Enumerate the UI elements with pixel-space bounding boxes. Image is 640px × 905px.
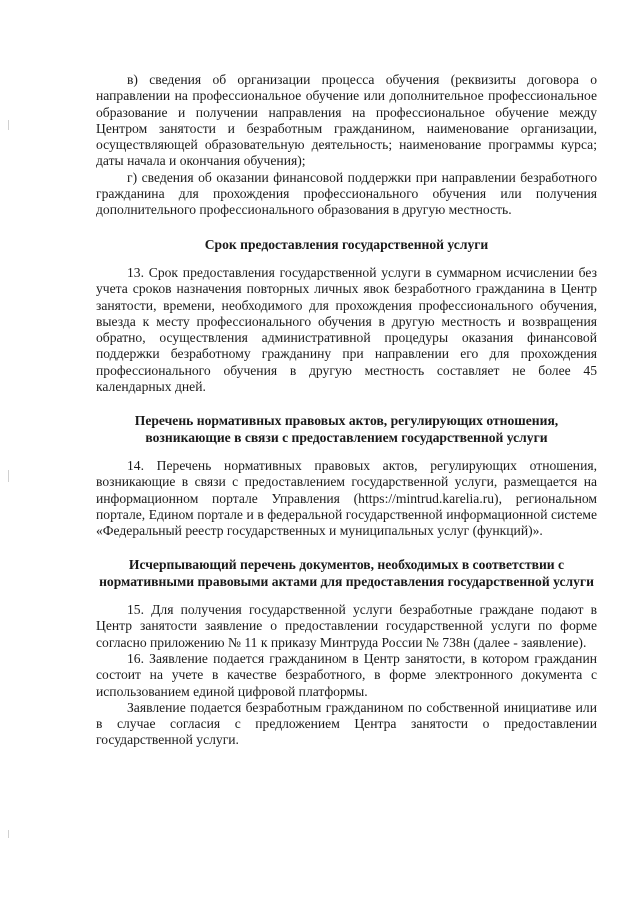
paragraph-14: 14. Перечень нормативных правовых актов, регулирующих отношения, возникающие в связи с предоставлением государственной услуги, размещается на информационном портале Управления (https://mintrud.karelia.ru), региональном портале, Едином портале и в федеральной государственной информационной системе «Федеральный реестр государственных и муниципальных услуг (функций)». — [96, 457, 597, 539]
paragraph-item-v: в) сведения об организации процесса обучения (реквизиты договора о направлении на профессиональное обучение или дополнительное профессиональное образование и получении направления на профессиональное обучение между Центром занятости и безработным гражданином, наименование организации, осуществляющей образовательную деятельность; наименование программы курса; даты начала и окончания обучения); — [96, 72, 597, 169]
paragraph-16: 16. Заявление подается гражданином в Центр занятости, в котором гражданин состоит на учете в качестве безработного, в форме электронного документа с использованием единой цифровой платформы. — [96, 650, 597, 699]
section-heading-term: Срок предоставления государственной услуги — [204, 236, 489, 252]
paragraph-item-g: г) сведения об оказании финансовой поддержки при направлении безработного гражданина для прохождения профессионального обучения или получения дополнительного профессионального образования в другую местность. — [96, 169, 597, 218]
document-body — [96, 72, 597, 749]
paragraph-13: 13. Срок предоставления государственной услуги в суммарном исчислении без учета сроков назначения повторных личных явок безработного гражданина в Центр занятости, времени, необходимого для прохождения профессионального обучения, выезда к месту профессионального обучения в другую местность и возвращения обратно, осуществления административной процедуры оказания финансовой поддержки безработному гражданину при направлении его для прохождения профессионального обучения в другую местность составляет не более 45 календарных дней. — [96, 264, 597, 395]
section-heading-legal-acts: Перечень нормативных правовых актов, регулирующих отношения, возникающие в связи с предоставлением государственной услуги — [134, 413, 559, 445]
scan-margin-line — [8, 830, 9, 838]
paragraph-15: 15. Для получения государственной услуги безработные граждане подают в Центр занятости заявление о предоставлении государственной услуги по форме согласно приложению № 11 к приказу Минтруда России № 738н (далее - заявление). — [96, 602, 597, 650]
scan-margin-line — [8, 470, 9, 482]
paragraph-17: Заявление подается безработным гражданином по собственной инициативе или в случае согласия с предложением Центра занятости о предоставлении государственной услуги. — [96, 699, 597, 748]
section-heading-documents: Исчерпывающий перечень документов, необходимых в соответствии с нормативными правовыми актами для предоставления государственной услуги — [99, 557, 594, 589]
scan-margin-line — [8, 120, 9, 130]
